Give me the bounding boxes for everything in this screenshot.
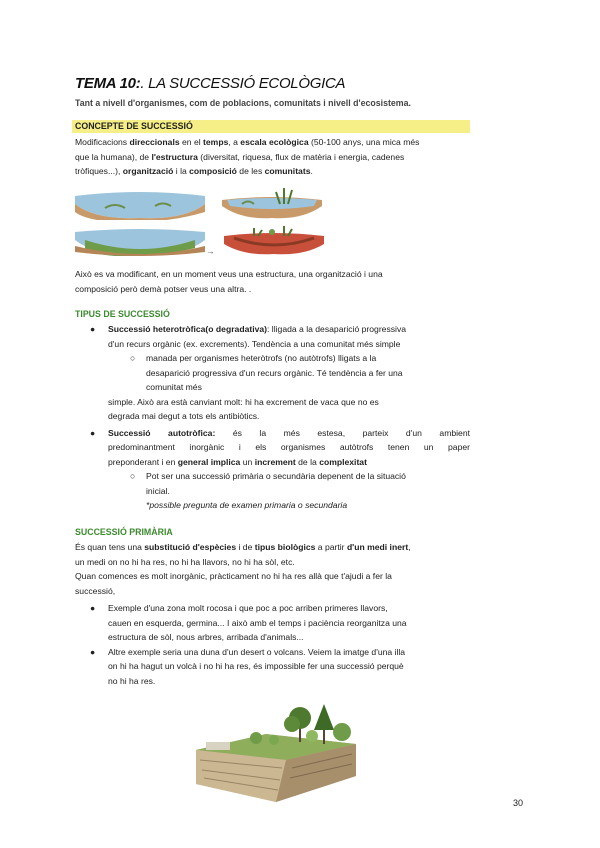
bullet-icon: ● xyxy=(90,324,96,334)
circle-bullet-icon: ○ xyxy=(130,471,136,481)
primaria-paragraph: És quan tens una substitució d'espècies i de tipus biològics a partir d'un medi inert, un medi on no hi ha res, no hi ha llavors, no hi ha sòl, etc. Quan comences es molt inorgànic, pràcticament no hi ha res allà que t'ajudi a fer la successió, xyxy=(75,542,411,596)
sub-list-item: ○ manada per organismes heteròtrofs (no autòtrofs) lligats a la desaparició progressiva d'un recurs orgànic. Té tendència a fer una comunitat més xyxy=(130,353,403,392)
tipus-b1-tail: simple. Això ara està canviant molt: hi ha excrement de vaca que no es degrada mai degut a tots els antibiòtics. xyxy=(108,396,379,421)
succession-arrow: → xyxy=(206,246,215,256)
circle-bullet-icon: ○ xyxy=(130,353,136,363)
list-item: ● Successió heterotròfica(o degradativa): lligada a la desaparició progressiva d'un recurs orgànic (ex. excrements). Tendència a una comunitat més simple xyxy=(90,324,407,349)
concepte-paragraph: Modificacions direccionals en el temps, a escala ecològica (50-100 anys, una mica més que la humana), de l'estructura (diversitat, riquesa, flux de matèria i energia, cadenes tròfiques...), organització i la composició de les comunitats. xyxy=(75,137,420,176)
sub-list-item: ○ Pot ser una successió primària o secundària depenent de la situació inicial. *possible pregunta de examen primaria o secundaria xyxy=(75,469,470,513)
tipus-heading: TIPUS DE SUCCESSIÓ xyxy=(75,309,170,319)
subtitle: Tant a nivell d'organismes, com de poblacions, comunitats i nivell d'ecosistema. xyxy=(75,98,411,108)
list-item: ● Successió autotròfica: és la més estesa, parteix d'un ambient predominantment inorgànic i els organismes autòtrofs tenen un paper preponderant i en general implica un increment de la complexitat xyxy=(90,427,470,467)
succession-illustration-1 xyxy=(75,190,205,220)
list-item: ● Exemple d'una zona molt rocosa i que poc a poc arriben primeres llavors, cauen en esquerda, germina... I això amb el temps i paciència reorganitza una estructura de sòl, nous arbres, arribada d'animals... xyxy=(90,603,407,642)
concepte-after-paragraph: Això es va modificant, en un moment veus una estructura, una organització i una composició però demà potser veus una altra. . xyxy=(75,269,383,294)
tipus-list xyxy=(75,322,470,513)
bullet-icon: ● xyxy=(90,427,96,438)
list-item: ● Altre exemple seria una duna d'un desert o volcans. Veiem la imatge d'una illa on hi ha hagut un volcà i no hi ha res, és impossible fer una successió perquè no hi ha res. xyxy=(90,646,406,686)
succession-illustration-2 xyxy=(222,186,322,220)
primaria-list xyxy=(75,601,470,688)
exam-note: *possible pregunta de examen primaria o secundaria xyxy=(146,500,348,510)
page-title: TEMA 10:. LA SUCCESSIÓ ECOLÒGICA xyxy=(75,75,346,92)
bullet-icon: ● xyxy=(90,646,96,657)
bullet-icon: ● xyxy=(90,603,96,613)
page-number: 30 xyxy=(513,798,524,808)
succession-illustration-3 xyxy=(75,228,205,256)
primaria-heading: SUCCESSIÓ PRIMÀRIA xyxy=(75,527,173,537)
concepte-heading-highlight xyxy=(72,120,470,133)
concepte-heading: CONCEPTE DE SUCCESSIÓ xyxy=(75,121,193,131)
succession-illustration-4 xyxy=(224,224,324,256)
primary-succession-illustration xyxy=(196,698,356,802)
